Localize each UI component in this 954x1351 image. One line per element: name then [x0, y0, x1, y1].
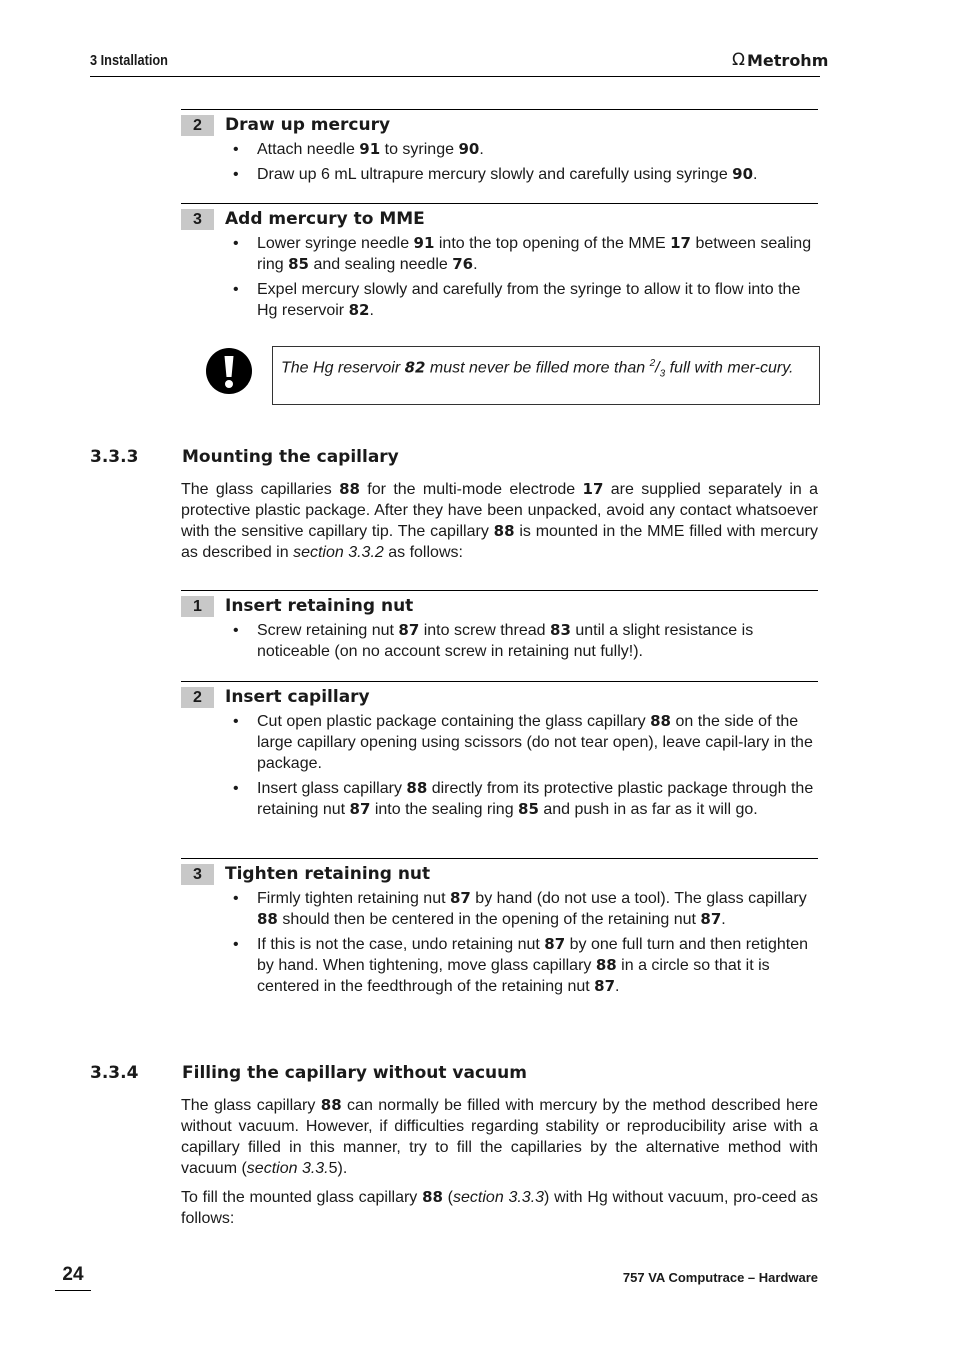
bullet-list	[181, 139, 818, 185]
bullet-item: • Expel mercury slowly and carefully from the syringe to allow it to flow into the Hg reservoir 82.	[181, 279, 818, 321]
item-reference-number: 87	[700, 910, 722, 928]
bullet-item: • Draw up 6 mL ultrapure mercury slowly and carefully using syringe 90.	[181, 164, 818, 185]
item-reference-number: 87	[449, 889, 471, 907]
item-reference-number: 87	[349, 800, 371, 818]
bullet-list	[181, 620, 818, 662]
fraction-part: 3	[659, 368, 666, 380]
bullet-item: • Insert glass capillary 88 directly from its protective plastic package through the retaining nut 87 into the sealing ring 85 and push in as far as it will go.	[181, 778, 818, 820]
item-reference-number: 17	[670, 234, 691, 252]
item-reference-number: 88	[257, 910, 278, 928]
paragraph: To fill the mounted glass capillary 88 (section 3.3.3) with Hg without vacuum, pro-ceed as follows:	[181, 1188, 818, 1227]
item-reference-number: 88	[406, 779, 428, 797]
cross-reference: section 3.3.3	[453, 1189, 545, 1206]
bullet-item: • If this is not the case, undo retaining nut 87 by one full turn and then retighten by hand. When tightening, move glass capillary 88 in a circle so that it is centered in the feedthrough of the retaining nut 87.	[181, 934, 818, 997]
bullet-item: • Attach needle 91 to syringe 90.	[181, 139, 818, 160]
step-block	[181, 681, 818, 824]
step-title: Add mercury to MME	[225, 209, 425, 229]
step-number: 3	[181, 864, 214, 885]
cross-reference: section 3.3.2	[293, 544, 384, 561]
item-reference-number: 87	[594, 977, 616, 995]
item-reference-number: 88	[650, 712, 671, 730]
step-block	[181, 203, 818, 325]
note-box: The Hg reservoir 82 must never be filled more than $^2/_3$ full with mer-cury.	[272, 346, 820, 405]
omega-icon: Ω	[732, 50, 745, 70]
running-header-section: 3 Installation	[90, 52, 168, 69]
paragraph: The glass capillaries 88 for the multi-mode electrode 17 are supplied separately in a protective plastic package. After they have been unpacked, avoid any contact whatsoever with the sensitive capillary tip. The capillary 88 is mounted in the MME filled with mercury as described in section 3.3.2 as follows:	[181, 480, 819, 561]
bullet-item: • Cut open plastic package containing the glass capillary 88 on the side of the large capillary opening using scissors (do not tear open), leave capil-lary in the package.	[181, 711, 818, 774]
bullet-list	[181, 711, 818, 820]
item-reference-number: 85	[518, 800, 539, 818]
item-reference-number: 88	[493, 522, 515, 540]
bullet-item: • Lower syringe needle 91 into the top opening of the MME 17 between sealing ring 85 and sealing needle 76.	[181, 233, 818, 275]
paragraph: The glass capillary 88 can normally be filled with mercury by the method described here without vacuum. However, if difficulties regarding stability or reproducibility arise with a capillary filled in this manner, try to fill the capillaries by the alternative method with vacuum (section 3.3.5).	[181, 1096, 819, 1177]
item-reference-number: 82	[348, 301, 370, 319]
item-reference-number: 91	[359, 140, 381, 158]
section-number: 3.3.3	[90, 447, 139, 467]
footer-doc-title: 757 VA Computrace – Hardware	[622, 1270, 818, 1285]
bullet-item: • Screw retaining nut 87 into screw thread 83 until a slight resistance is noticeable (on no account screw in retaining nut fully!).	[181, 620, 818, 662]
step-title: Insert capillary	[225, 687, 370, 707]
section-title: Mounting the capillary	[182, 447, 399, 467]
item-reference-number: 87	[544, 935, 566, 953]
item-reference-number: 88	[320, 1096, 342, 1114]
step-number: 1	[181, 596, 214, 617]
exclamation-icon	[206, 348, 252, 394]
item-reference-number: 90	[732, 165, 754, 183]
cross-reference: section 3.3.	[246, 1160, 329, 1177]
item-reference-number: 82	[404, 358, 426, 377]
item-reference-number: 88	[339, 480, 360, 498]
item-reference-number: 88	[422, 1188, 443, 1206]
item-reference-number: 87	[398, 621, 420, 639]
step-block	[181, 590, 818, 666]
header-rule	[90, 76, 820, 77]
item-reference-number: 91	[413, 234, 435, 252]
step-title: Insert retaining nut	[225, 596, 414, 616]
item-reference-number: 17	[582, 480, 604, 498]
bullet-item: • Firmly tighten retaining nut 87 by hand (do not use a tool). The glass capillary 88 should then be centered in the opening of the retaining nut 87.	[181, 888, 818, 930]
bullet-list	[181, 888, 818, 997]
section-title: Filling the capillary without vacuum	[182, 1063, 527, 1083]
step-title: Tighten retaining nut	[225, 864, 431, 884]
bullet-list	[181, 233, 818, 321]
step-number: 2	[181, 687, 214, 708]
item-reference-number: 83	[550, 621, 571, 639]
step-block	[181, 109, 818, 189]
page-number: 24	[55, 1264, 91, 1291]
fraction-part: 2	[649, 358, 656, 369]
step-number: 3	[181, 209, 214, 230]
step-block	[181, 858, 818, 1001]
logo-text: Metrohm	[747, 50, 829, 70]
item-reference-number: 90	[458, 140, 480, 158]
step-number: 2	[181, 115, 214, 136]
item-reference-number: 88	[595, 956, 617, 974]
step-title: Draw up mercury	[225, 115, 391, 135]
item-reference-number: 76	[452, 255, 474, 273]
section-number: 3.3.4	[90, 1063, 139, 1083]
item-reference-number: 85	[288, 255, 309, 273]
metrohm-logo	[732, 50, 828, 70]
